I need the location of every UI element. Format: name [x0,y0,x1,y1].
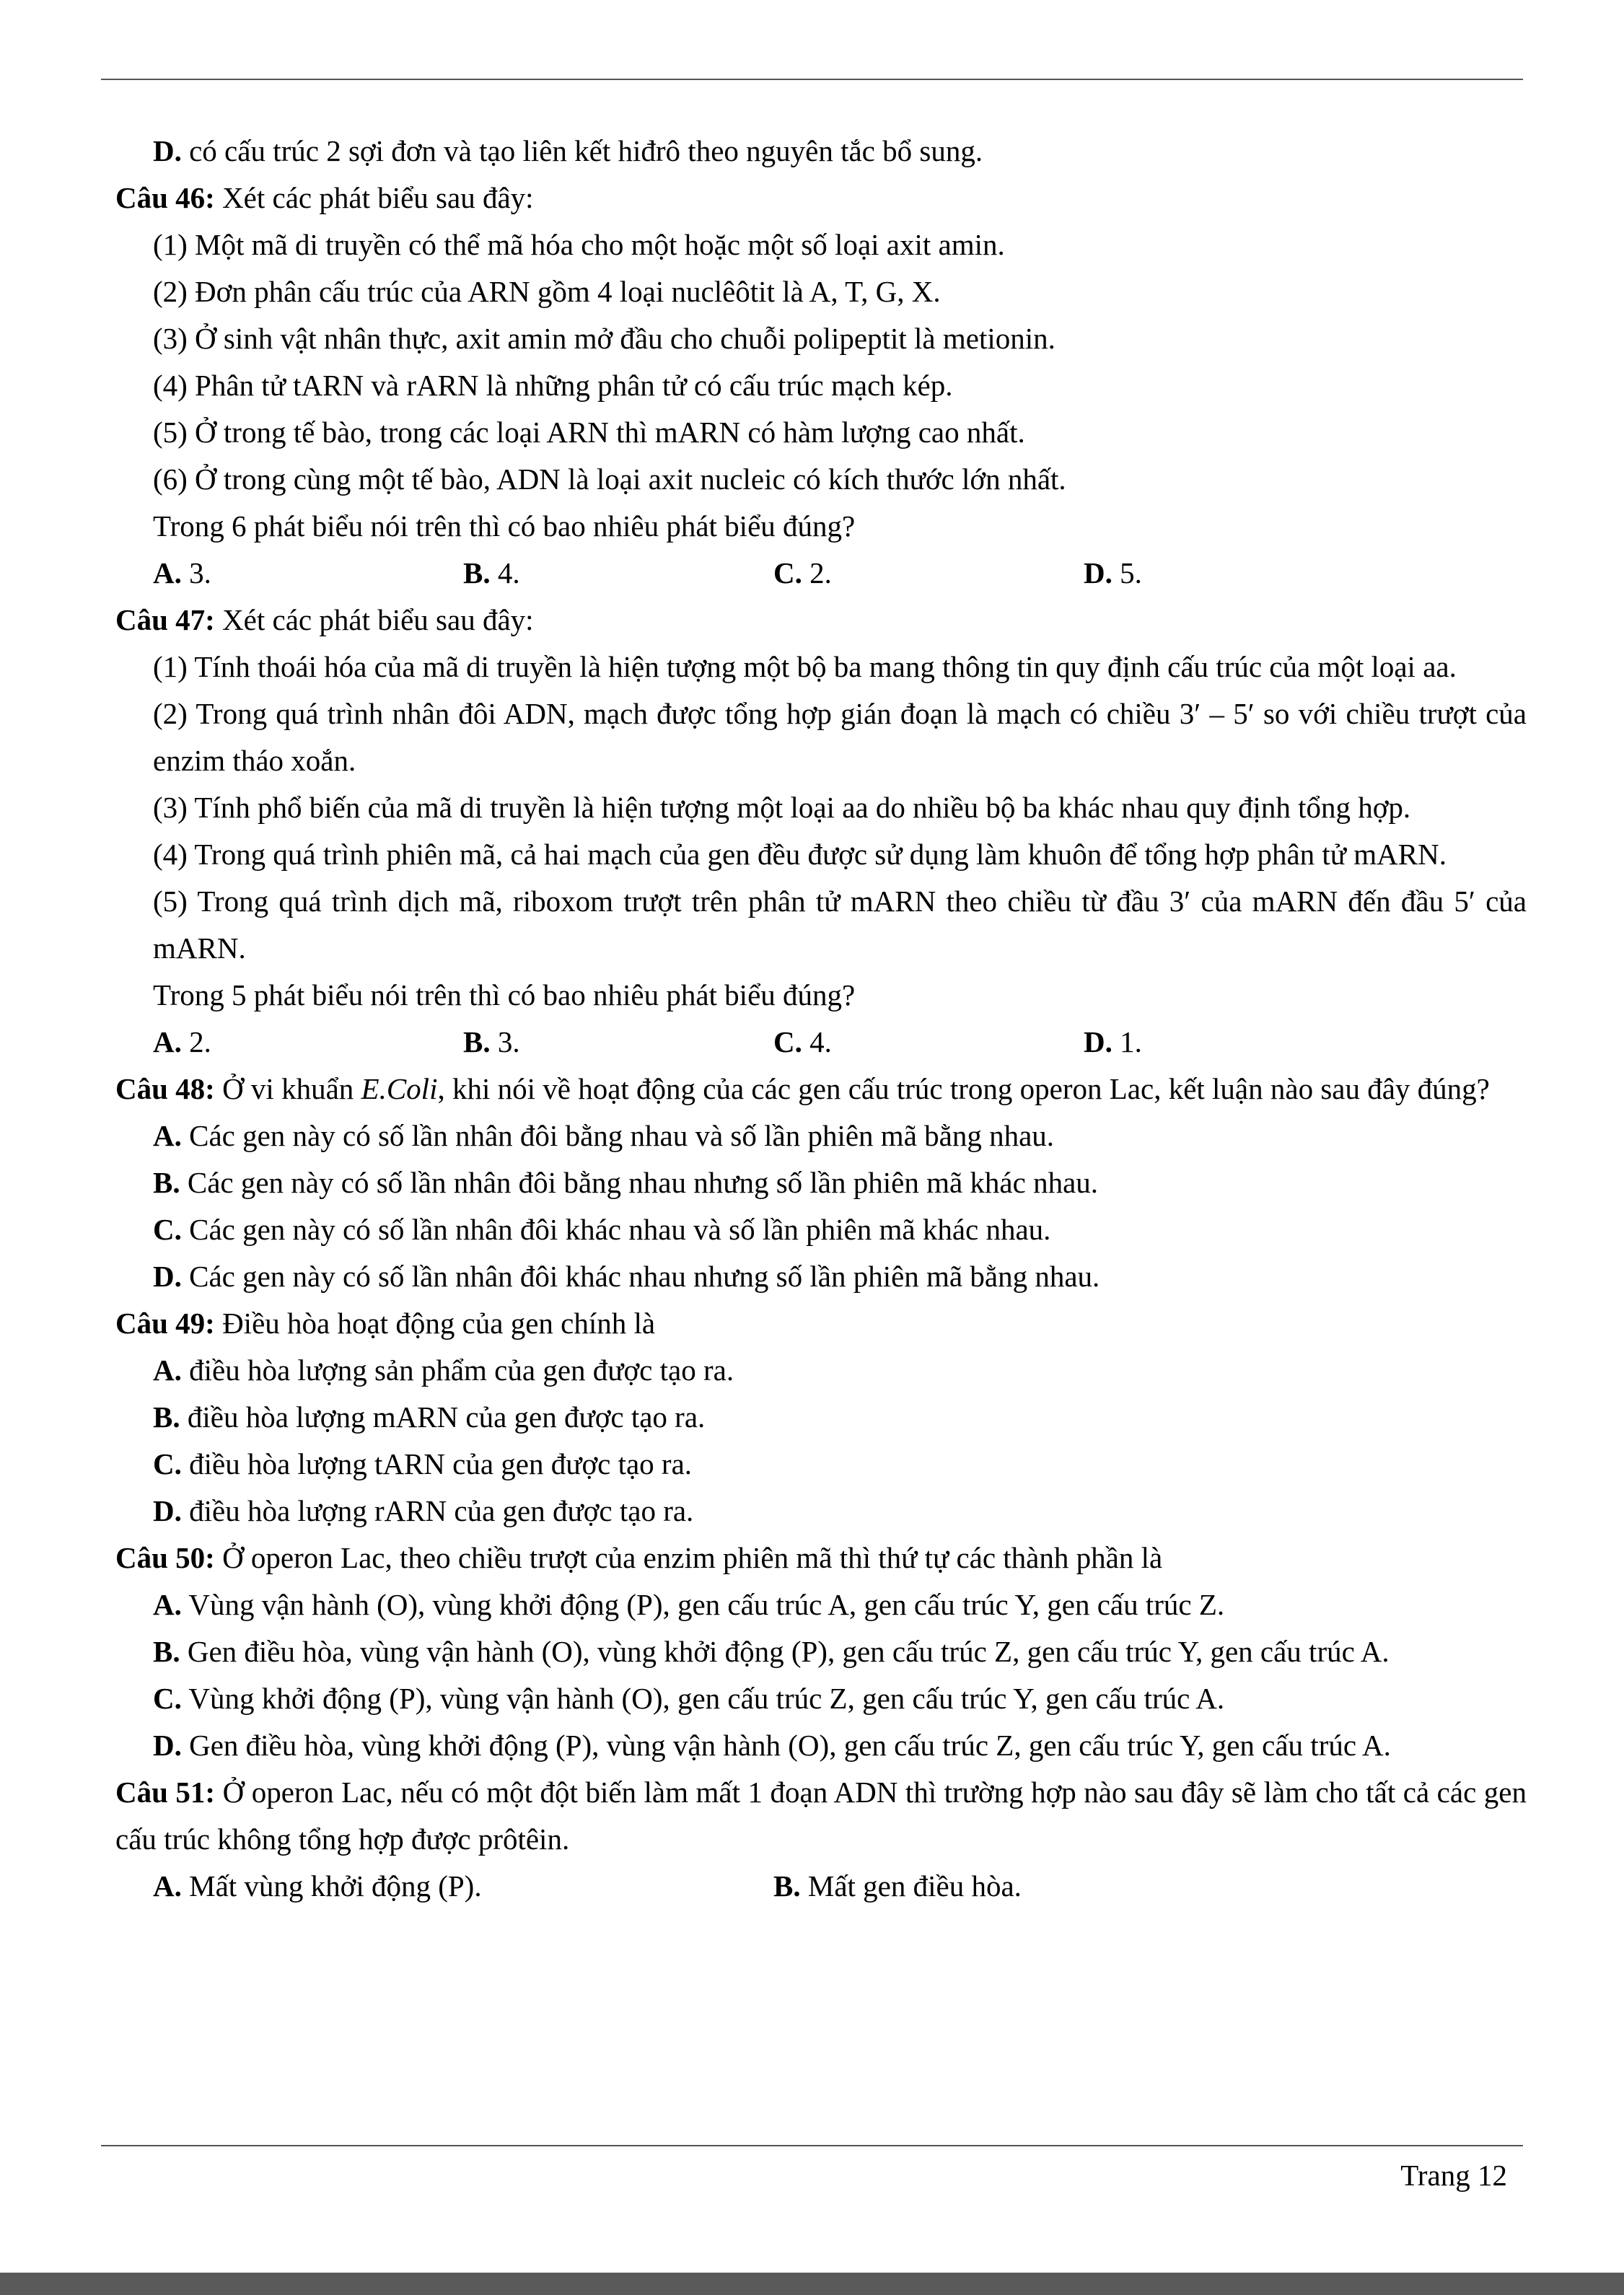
q46-option-a[interactable]: A. 3. [153,556,211,589]
q46-statement: (5) Ở trong tế bào, trong các loại ARN thì mARN có hàm lượng cao nhất. [153,416,1025,449]
q47-statement: (1) Tính thoái hóa của mã di truyền là hiện tượng một bộ ba mang thông tin quy định cấu trúc của một loại aa. [153,650,1457,683]
scan-edge-strip [0,2273,1624,2295]
q46-options [115,550,1527,597]
q50-stem: Câu 50: Ở operon Lac, theo chiều trượt của enzim phiên mã thì thứ tự các thành phần là [115,1541,1163,1574]
q48-option-d[interactable]: D. Các gen này có số lần nhân đôi khác nhau nhưng số lần phiên mã bằng nhau. [153,1260,1100,1293]
q49-option-c[interactable]: C. điều hòa lượng tARN của gen được tạo ra. [153,1447,693,1480]
q49-stem: Câu 49: Điều hòa hoạt động của gen chính là [115,1307,656,1340]
page-content [115,128,1527,1910]
q48-option-b[interactable]: B. Các gen này có số lần nhân đôi bằng nhau nhưng số lần phiên mã khác nhau. [153,1166,1099,1199]
q46-option-d[interactable]: D. 5. [1084,556,1142,589]
q50-option-d[interactable]: D. Gen điều hòa, vùng khởi động (P), vùng vận hành (O), gen cấu trúc Z, gen cấu trúc Y, gen cấu trúc A. [153,1729,1391,1762]
q51-option-a[interactable]: A. Mất vùng khởi động (P). [153,1869,482,1903]
q50-option-c[interactable]: C. Vùng khởi động (P), vùng vận hành (O), gen cấu trúc Z, gen cấu trúc Y, gen cấu trúc A. [153,1682,1225,1715]
q46-statement: (6) Ở trong cùng một tế bào, ADN là loại axit nucleic có kích thước lớn nhất. [153,462,1066,496]
q47-stem: Câu 47: Xét các phát biểu sau đây: [115,603,534,636]
q46-option-c[interactable]: C. 2. [773,556,832,589]
q46-option-b[interactable]: B. 4. [463,556,520,589]
q46-stem: Câu 46: Xét các phát biểu sau đây: [115,181,534,214]
q47-option-a[interactable]: A. 2. [153,1025,211,1058]
q47-statement: (2) Trong quá trình nhân đôi ADN, mạch được tổng hợp gián đoạn là mạch có chiều 3′ – 5′ so với chiều trượt của enzim tháo xoắn. [153,697,1527,777]
q47-option-c[interactable]: C. 4. [773,1025,832,1058]
q51-stem: Câu 51: Ở operon Lac, nếu có một đột biến làm mất 1 đoạn ADN thì trường hợp nào sau đây sẽ làm cho tất cả các gen cấu trúc không tổng hợp được prôtêin. [115,1776,1527,1856]
q51-option-b[interactable]: B. Mất gen điều hòa. [773,1869,1022,1903]
q47-options [115,1019,1527,1066]
q50-option-a[interactable]: A. Vùng vận hành (O), vùng khởi động (P), gen cấu trúc A, gen cấu trúc Y, gen cấu trúc Z. [153,1588,1225,1621]
q51-options [115,1863,1527,1910]
q46-statement: (1) Một mã di truyền có thể mã hóa cho một hoặc một số loại axit amin. [153,228,1005,261]
q49-option-d[interactable]: D. điều hòa lượng rARN của gen được tạo ra. [153,1494,694,1527]
header-rule [101,79,1523,80]
q46-statement: (4) Phân tử tARN và rARN là những phân tử có cấu trúc mạch kép. [153,369,953,402]
q48-stem: Câu 48: Ở vi khuẩn E.Coli, khi nói về hoạt động của các gen cấu trúc trong operon Lac, kết luận nào sau đây đúng? [115,1072,1490,1105]
q47-option-b[interactable]: B. 3. [463,1025,520,1058]
q47-statement: (4) Trong quá trình phiên mã, cả hai mạch của gen đều được sử dụng làm khuôn để tổng hợp phân tử mARN. [153,838,1447,871]
q46-statement: (3) Ở sinh vật nhân thực, axit amin mở đầu cho chuỗi polipeptit là metionin. [153,322,1055,355]
q47-statement: (5) Trong quá trình dịch mã, riboxom trượt trên phân tử mARN theo chiều từ đầu 3′ của mARN đến đầu 5′ của mARN. [153,885,1527,965]
q47-statement: (3) Tính phổ biến của mã di truyền là hiện tượng một loại aa do nhiều bộ ba khác nhau quy định tổng hợp. [153,791,1411,824]
q49-option-a[interactable]: A. điều hòa lượng sản phẩm của gen được tạo ra. [153,1353,734,1387]
footer-rule [101,2145,1523,2146]
q46-question: Trong 6 phát biểu nói trên thì có bao nhiêu phát biểu đúng? [153,509,856,543]
q48-option-c[interactable]: C. Các gen này có số lần nhân đôi khác nhau và số lần phiên mã khác nhau. [153,1213,1051,1246]
prev-option-d: D. có cấu trúc 2 sợi đơn và tạo liên kết hiđrô theo nguyên tắc bổ sung. [153,134,983,167]
q50-option-b[interactable]: B. Gen điều hòa, vùng vận hành (O), vùng khởi động (P), gen cấu trúc Z, gen cấu trúc Y, gen cấu trúc A. [153,1635,1390,1668]
q47-question: Trong 5 phát biểu nói trên thì có bao nhiêu phát biểu đúng? [153,978,856,1012]
q47-option-d[interactable]: D. 1. [1084,1025,1142,1058]
q48-option-a[interactable]: A. Các gen này có số lần nhân đôi bằng nhau và số lần phiên mã bằng nhau. [153,1119,1055,1152]
q46-statement: (2) Đơn phân cấu trúc của ARN gồm 4 loại nuclêôtit là A, T, G, X. [153,275,941,308]
q49-option-b[interactable]: B. điều hòa lượng mARN của gen được tạo ra. [153,1400,706,1434]
page-number: Trang 12 [1400,2159,1507,2192]
